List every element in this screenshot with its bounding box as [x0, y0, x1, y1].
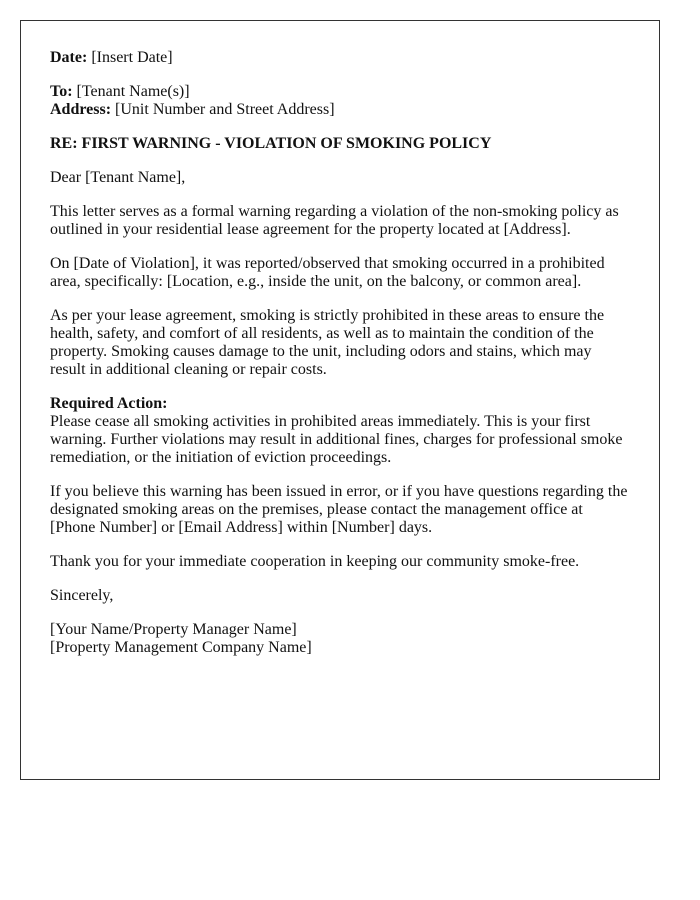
- recipient-block: [50, 83, 630, 119]
- date-line: [50, 49, 630, 67]
- paragraph-thanks: Thank you for your immediate cooperation in keeping our community smoke-free.: [50, 553, 580, 570]
- to-label: To:: [50, 83, 73, 100]
- signature-company: [Property Management Company Name]: [50, 639, 312, 656]
- salutation: Dear [Tenant Name],: [50, 169, 186, 186]
- paragraph-policy: As per your lease agreement, smoking is strictly prohibited in these areas to ensure the health, safety, and comfort of all residents, as well as to maintain the condition of the property. Smoking causes damage to the unit, including odors and stains, which may result in additional cleaning or repair costs.: [50, 307, 605, 378]
- date-label: Date:: [50, 49, 88, 66]
- signature-name: [Your Name/Property Manager Name]: [50, 621, 297, 638]
- closing: Sincerely,: [50, 587, 114, 604]
- required-action-section: [50, 395, 630, 467]
- paragraph-contact: If you believe this warning has been issued in error, or if you have questions regarding the designated smoking areas on the premises, please contact the management office at [Phone Number] or [Email Address] within [Number] days.: [50, 483, 628, 536]
- address-line: [50, 101, 630, 119]
- required-action-heading: Required Action:: [50, 395, 168, 412]
- paragraph-violation: On [Date of Violation], it was reported/observed that smoking occurred in a prohibited area, specifically: [Location, e.g., inside the unit, on the balcony, or common area].: [50, 255, 605, 290]
- to-line: [50, 83, 630, 101]
- address-label: Address:: [50, 101, 112, 118]
- to-value: [Tenant Name(s)]: [76, 83, 190, 100]
- date-value: [Insert Date]: [91, 49, 173, 66]
- address-value: [Unit Number and Street Address]: [115, 101, 335, 118]
- signature-block: [50, 621, 630, 657]
- subject-line: RE: FIRST WARNING - VIOLATION OF SMOKING POLICY: [50, 135, 492, 152]
- letter-document: [20, 20, 660, 780]
- paragraph-intro: This letter serves as a formal warning regarding a violation of the non-smoking policy as outlined in your residential lease agreement for the property located at [Address].: [50, 203, 619, 238]
- required-action-text: Please cease all smoking activities in prohibited areas immediately. This is your first warning. Further violations may result in additional fines, charges for professional smoke remediation, or the initiation of eviction proceedings.: [50, 413, 623, 466]
